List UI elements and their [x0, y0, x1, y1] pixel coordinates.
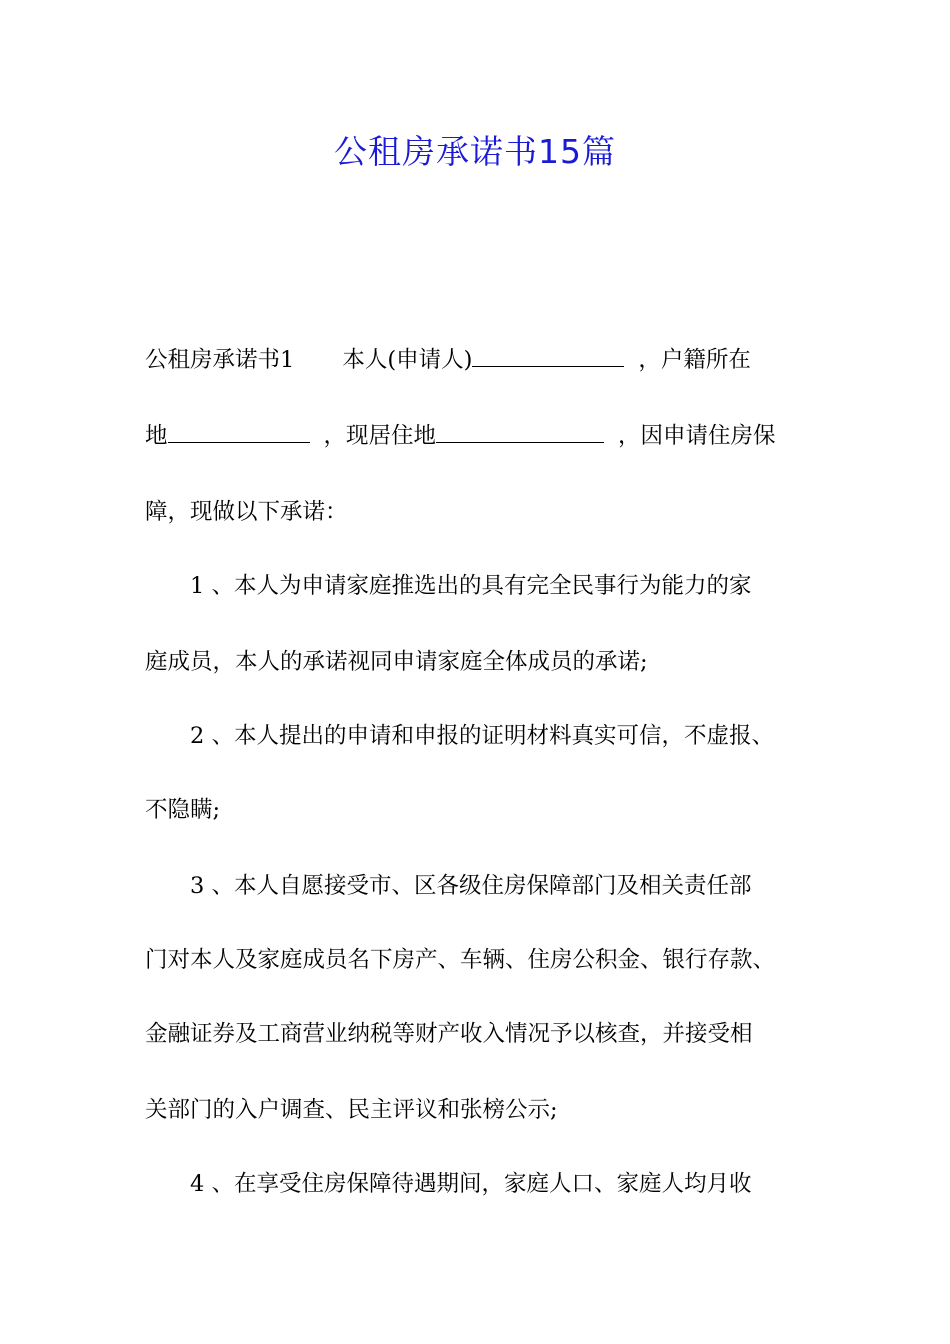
paragraph-line: 不隐瞒;: [145, 797, 221, 823]
paragraph-line: [145, 416, 815, 456]
paragraph-line-item-4: 4 、在享受住房保障待遇期间，家庭人口、家庭人均月收: [190, 1171, 752, 1197]
paragraph-line: 庭成员，本人的承诺视同申请家庭全体成员的承诺;: [145, 649, 648, 675]
text-segment: ，户籍所在: [638, 347, 751, 373]
paragraph-line-item-2: 2 、本人提出的申请和申报的证明材料真实可信，不虚报、: [190, 723, 774, 749]
paragraph-line-item-3: 3 、本人自愿接受市、区各级住房保障部门及相关责任部: [190, 873, 752, 899]
text-segment: ，因申请住房保: [618, 423, 776, 449]
paragraph-line-item-1: 1 、本人为申请家庭推选出的具有完全民事行为能力的家: [190, 573, 752, 599]
section-heading: 公租房承诺书1: [145, 347, 295, 373]
paragraph-line: 障，现做以下承诺：: [145, 499, 348, 525]
fill-in-blank-domicile: [168, 418, 310, 443]
paragraph-line: [145, 340, 815, 380]
paragraph-line: 金融证券及工商营业纳税等财产收入情况予以核查，并接受相: [145, 1021, 753, 1047]
text-segment: 本人(申请人): [342, 347, 473, 373]
fill-in-blank-residence: [436, 418, 604, 443]
text-segment: 地: [145, 423, 168, 449]
paragraph-line: 门对本人及家庭成员名下房产、车辆、住房公积金、银行存款、: [145, 947, 776, 973]
fill-in-blank-applicant: [472, 342, 624, 367]
document-title: 公租房承诺书15篇: [334, 132, 616, 171]
paragraph-line: 关部门的入户调查、民主评议和张榜公示;: [145, 1097, 558, 1123]
text-segment: ，现居住地: [323, 423, 437, 449]
